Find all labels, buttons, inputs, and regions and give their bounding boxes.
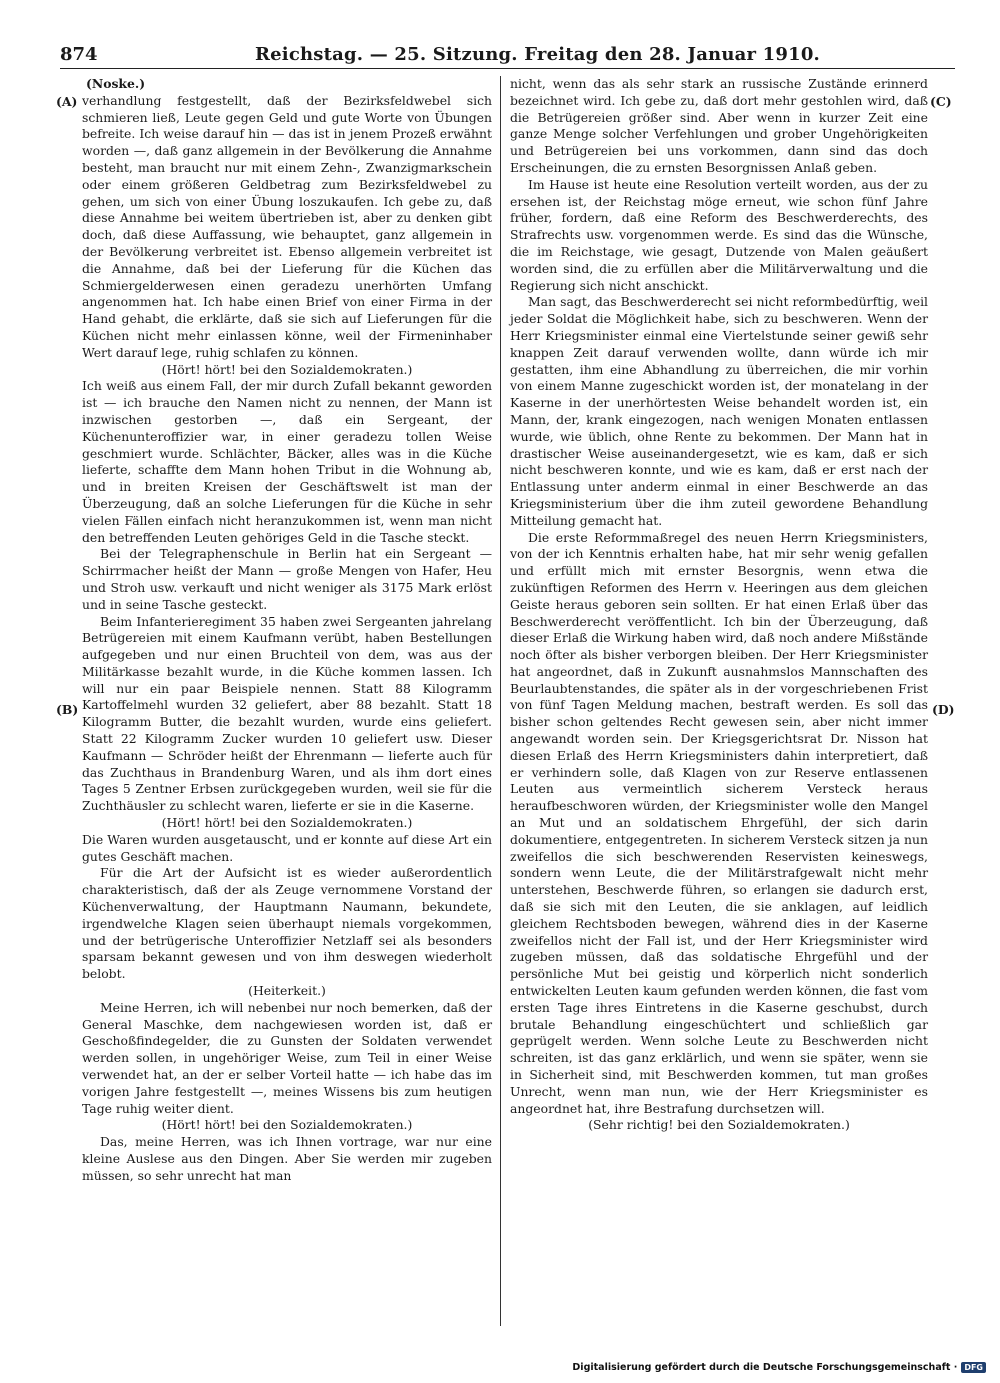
audience-reaction: (Hört! hört! bei den Sozialdemokraten.) (161, 361, 413, 377)
running-head: Reichstag. — 25. Sitzung. Freitag den 28. Januar 1910. (255, 44, 821, 65)
paragraph: Für die Art der Aufsicht ist es wieder außerordentlich charakteristisch, daß der als Zeuge vernommene Vorstand der Küchenverwaltung, der Hauptmann Naumann, bekundete, irgendwelche Klagen seien überhaupt niemals vorgekommen, und der betrügerische Unteroffizier Netzlaff sei als besonders sparsam bekannt gewesen und von ihm deswegen wiederholt belobt. (82, 865, 492, 982)
footer-text: Digitalisierung gefördert durch die Deutsche Forschungsgemeinschaft · (572, 1362, 958, 1373)
dfg-logo: DFG (961, 1362, 986, 1373)
speaker-label: (Noske.) (86, 76, 146, 91)
paragraph: Die Waren wurden ausgetauscht, und er konnte auf diese Art ein gutes Geschäft machen. (82, 831, 492, 864)
paragraph: Meine Herren, ich will nebenbei nur noch bemerken, daß der General Maschke, dem nachgewiesen worden ist, daß er Geschoßfindegelder, die zu Gunsten der Soldaten verwendet werden sollen, in ungehöriger Weise, zum Teil in einer Weise verwendet hat, an der er selber Vorteil hatte — ich habe das im vorigen Jahre festgestellt —, meines Wissens bis zum heutigen Tage ruhig weiter dient. (82, 999, 492, 1116)
digitization-credit (572, 1362, 986, 1373)
margin-marker-a: (A) (56, 94, 78, 109)
paragraph: nicht, wenn das als sehr stark an russische Zustände erinnerd bezeichnet wird. Ich gebe zu, daß dort mehr gestohlen wird, daß die Betrügereien größer sind. Aber wenn in kurzer Zeit eine ganze Menge solcher Verfehlungen und grober Ungehörigkeiten und Betrügereien bei uns vorkommen, dann sind das doch Erscheinungen, die zu ernsten Besorgnissen Anlaß geben. (510, 76, 928, 175)
margin-marker-d: (D) (932, 702, 955, 717)
header-rule (60, 68, 955, 69)
paragraph: Die erste Reformmaßregel des neuen Herrn Kriegsministers, von der ich Kenntnis erhalten habe, hat mir sehr wenig gefallen und erfüllt mich mit ernster Besorgnis, wenn etwa die zukünftigen Reformen des Herrn v. Heeringen aus dem gleichen Geiste heraus geboren sein sollten. Er hat einen Erlaß über das Beschwerderecht veröffentlicht. Ich bin der Überzeugung, daß dieser Erlaß die Wirkung haben wird, daß noch andere Mißstände noch öfter als bisher verborgen bleiben. Der Herr Kriegsminister hat angeordnet, daß in Zukunft ausnahmslos Mannschaften des Beurlaubtenstandes, die später als in der vorgeschriebenen Frist von fünf Tagen Meldung machen, bestraft werden. Es soll das bisher schon geltendes Recht gewesen sein, aber nicht immer angewandt worden sein. Der Kriegsgerichtsrat Dr. Nisson hat diesen Erlaß des Herrn Kriegsministers dahin interpretiert, daß er verhindern solle, daß Klagen von zur Reserve entlassenen Leuten aus vermeintlich sicherem Versteck heraus heraufbeschworen würden, der Kriegsminister wolle den Mangel an Mut und an soldatischem Ehrgefühl, der sich darin dokumentiere, entgegentreten. In sicherem Versteck sitzen ja nun zweifellos die sich beschwerenden Reservisten keineswegs, sondern wenn Leute, die der Militärstrafgewalt nicht mehr unterstehen, Beschwerde führen, so erlangen sie dadurch erst, daß sie sich mit den Leuten, die sie anklagen, auf leidlich gleichem Rechtsboden bewegen, während dies in der Kaserne zweifellos nicht der Fall ist, und der Herr Kriegsminister wird zugeben müssen, daß das soldatische Ehrgefühl und der persönliche Mut bei geistig und körperlich nicht sonderlich entwickelten Leuten kaum gefunden werden können, die fast vom ersten Tage ihres Eintretens in die Kaserne geschubst, durch brutale Behandlung eingeschüchtert und schließlich gar geprügelt werden. Wenn solche Leute zu Beschwerden nicht schreiten, ist das ganz erklärlich, und wenn sie später, wenn sie in Sicherheit sind, mit Beschwerden kommen, tut man großes Unrecht, wenn man nun, wie der Herr Kriegsminister es angeordnet hat, ihre Bestrafung durchsetzen will. (510, 529, 928, 1116)
audience-reaction: (Sehr richtig! bei den Sozialdemokraten.) (588, 1117, 850, 1133)
audience-reaction: (Heiterkeit.) (248, 983, 326, 999)
audience-reaction: (Hört! hört! bei den Sozialdemokraten.) (161, 815, 413, 831)
paragraph: Ich weiß aus einem Fall, der mir durch Zufall bekannt geworden ist — ich brauche den Namen nicht zu nennen, der Mann ist inzwischen gestorben —, daß ein Sergeant, der Küchenunteroffizier war, in einer geradezu tollen Weise geschmiert wurde. Schlächter, Bäcker, alles was in die Küche lieferte, schaffte dem Mann hohen Tribut in die Wohnung ab, und in breiten Kreisen der Geschäftswelt ist man der Überzeugung, daß an solche Lieferungen für die Küche in sehr vielen Fällen einfach nicht heranzukommen ist, wenn man nicht den betreffenden Leuten gehöriges Geld in die Tasche steckt. (82, 378, 492, 545)
paragraph: Bei der Telegraphenschule in Berlin hat ein Sergeant — Schirrmacher heißt der Mann — große Mengen von Hafer, Heu und Stroh usw. verkauft und nicht weniger als 3175 Mark erlöst und in seine Tasche gesteckt. (82, 546, 492, 612)
left-column-text (82, 93, 492, 1185)
left-column (82, 76, 492, 1185)
right-column (510, 76, 928, 1134)
column-divider (500, 76, 501, 1326)
paragraph: Im Hause ist heute eine Resolution verteilt worden, aus der zu ersehen ist, der Reichstag möge erneut, wie schon fünf Jahre früher, fordern, daß eine Reform des Beschwerderechts, des Strafrechts usw. vorgenommen werde. Es sind das die Wünsche, die im Reichstage, wie gesagt, Dutzende von Malen geäußert worden sind, die zu erfüllen aber die Militärverwaltung und die Regierung sich nicht anschickt. (510, 176, 928, 293)
paragraph: verhandlung festgestellt, daß der Bezirksfeldwebel sich schmieren ließ, Leute gegen Geld und gute Worte von Übungen befreite. Ich weise darauf hin — das ist in jenem Prozeß erwähnt worden —, daß ganz allgemein in der Bevölkerung die Annahme besteht, man braucht nur mit einem Zehn-, Zwanzigmarkschein oder einem größeren Geldbetrag zum Bezirksfeldwebel zu gehen, um sich von einer Übung loszukaufen. Ich gebe zu, daß diese Annahme bei weitem übertrieben ist, aber zu denken gibt doch, daß diese Auffassung, wie behauptet, ganz allgemein in der Bevölkerung verbreitet ist. Ebenso allgemein verbreitet ist die Annahme, daß bei der Lieferung für die Küchen das Schmiergelderwesen einen geradezu unerhörten Umfang angenommen hat. Ich habe einen Brief von einer Firma in der Hand gehabt, die erklärte, daß sie sich auf Lieferungen für die Küchen nicht mehr einlassen könne, weil der Firmeninhaber Wert darauf lege, ruhig schlafen zu können. (82, 92, 492, 360)
paragraph: Beim Infanterieregiment 35 haben zwei Sergeanten jahrelang Betrügereien mit einem Kaufmann verübt, haben Bestellungen aufgegeben und nur einen Bruchteil von dem, was aus der Militärkasse bezahlt wurde, in die Küche kommen lassen. Ich will nur ein paar Beispiele nennen. Statt 88 Kilogramm Kartoffelmehl wurden 32 geliefert, aber 88 bezahlt. Statt 18 Kilogramm Butter, die bezahlt wurden, wurde eins geliefert. Statt 22 Kilogramm Zucker wurden 10 geliefert usw. Dieser Kaufmann — Schröder heißt der Ehrenmann — lieferte auch für das Zuchthaus in Brandenburg Waren, und als ihm dort eines Tages 5 Zentner Erbsen zurückgegeben wurden, weil sie für die Zuchthäusler zu schlecht waren, lieferte er sie in die Kaserne. (82, 613, 492, 814)
audience-reaction: (Hört! hört! bei den Sozialdemokraten.) (161, 1117, 413, 1133)
paragraph: Das, meine Herren, was ich Ihnen vortrage, war nur eine kleine Auslese aus den Dingen. Aber Sie werden mir zugeben müssen, so sehr unrecht hat man (82, 1134, 492, 1183)
paragraph: Man sagt, das Beschwerderecht sei nicht reformbedürftig, weil jeder Soldat die Möglichkeit habe, sich zu beschweren. Wenn der Herr Kriegsminister einmal eine Viertelstunde seiner gewiß sehr knappen Zeit darauf verwenden wollte, dann würde ich mir gestatten, ihm eine Abhandlung zu überreichen, die mir vorhin von einem Manne zugeschickt worden ist, der monatelang in der Kaserne in der unerhörtesten Weise behandelt worden ist, ein Mann, der, krank eingezogen, nach wenigen Monaten entlassen wurde, wie üblich, ohne Rente zu bekommen. Der Mann hat in drastischer Weise auseinandergesetzt, wie es kam, daß er sich nicht beschweren konnte, und wie es kam, daß er erst nach der Entlassung unter anderm einmal in einer Beschwerde an das Kriegsministerium über die ihm zuteil gewordene Behandlung Mitteilung gemacht hat. (510, 294, 928, 528)
margin-marker-b: (B) (56, 702, 79, 717)
page-number: 874 (60, 44, 98, 65)
margin-marker-c: (C) (930, 94, 952, 109)
